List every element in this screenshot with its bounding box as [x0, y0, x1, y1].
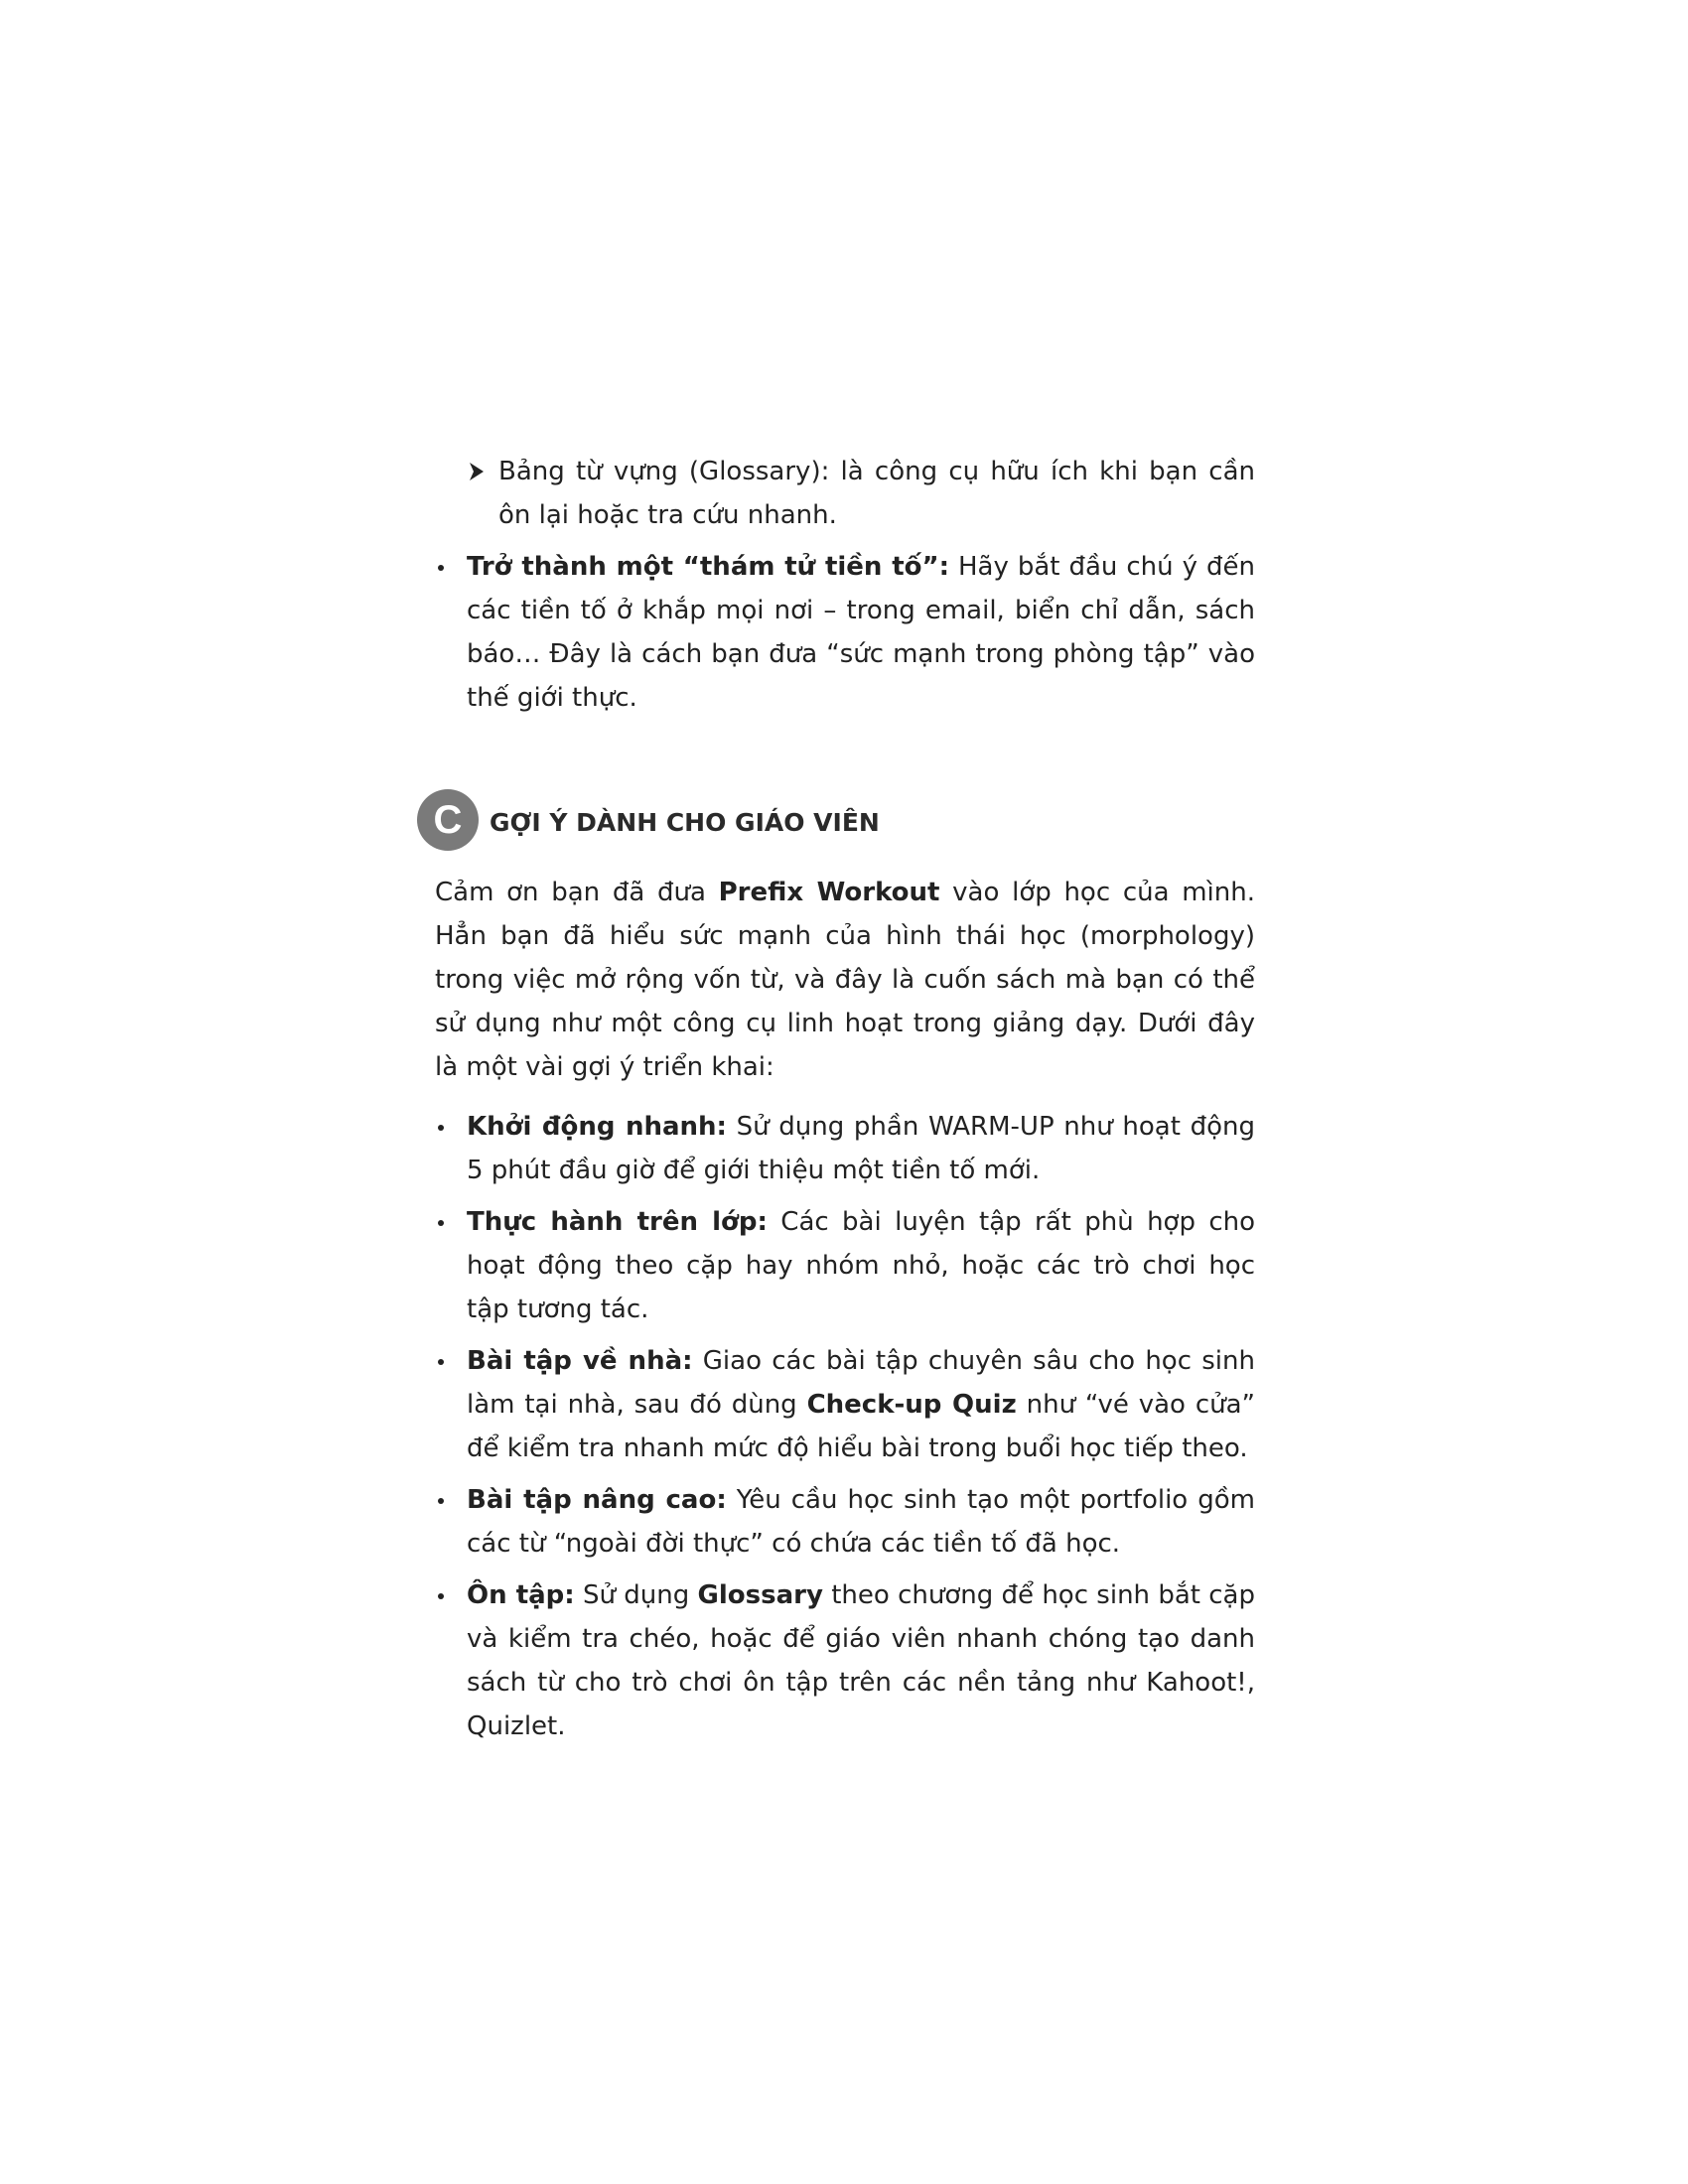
intro-text-2: vào lớp học của mình. Hẳn bạn đã hiểu sức mạnh của hình thái học (morphology) trong việc mở rộng vốn từ, và đây là cuốn sách mà bạn có thể sử dụng như một công cụ linh hoạt trong giảng dạy. Dưới đây là một vài gợi ý triển khai:: [435, 878, 1256, 1082]
list-item-prefix-detective: [435, 545, 1255, 720]
list-item-quick-start: [435, 1105, 1255, 1192]
list-item-lead: Bài tập nâng cao:: [467, 1485, 727, 1515]
list-item-lead: Khởi động nhanh:: [467, 1112, 727, 1142]
list-item-text: Sử dụng: [574, 1580, 698, 1610]
bullet-dot-icon: [438, 1125, 444, 1131]
section-letter-badge: C: [417, 789, 479, 851]
list-item-lead: Bài tập về nhà:: [467, 1346, 693, 1376]
list-item-bold-term: Glossary: [697, 1580, 823, 1610]
list-item-lead: Trở thành một “thám tử tiền tố”:: [467, 552, 949, 582]
list-item-homework: [435, 1339, 1255, 1470]
list-item-class-practice: [435, 1200, 1255, 1331]
bullet-dot-icon: [438, 565, 444, 571]
intro-book-title: Prefix Workout: [718, 878, 940, 907]
bullet-dot-icon: [438, 1359, 444, 1365]
list-item-bold-term: Check-up Quiz: [806, 1390, 1017, 1420]
bullet-dot-icon: [438, 1593, 444, 1599]
text-column: [435, 450, 1255, 1756]
section-c-heading: [417, 789, 1255, 851]
list-item-advanced: [435, 1478, 1255, 1566]
intro-text-1: Cảm ơn bạn đã đưa: [435, 878, 719, 907]
bullet-dot-icon: [438, 1498, 444, 1504]
list-item-text: Hãy bắt đầu chú ý đến các tiền tố ở khắp mọi nơi – trong email, biển chỉ dẫn, sách báo… Đây là cách bạn đưa “sức mạnh trong phòng tập” vào thế giới thực.: [467, 552, 1255, 713]
bullet-dot-icon: [438, 1220, 444, 1226]
list-item-text: theo chương để học sinh bắt cặp và kiểm tra chéo, hoặc để giáo viên nhanh chóng tạo danh sách từ cho trò chơi ôn tập trên các nền tảng như Kahoot!, Quizlet.: [467, 1580, 1255, 1741]
sub-list-item-glossary: [435, 450, 1255, 537]
list-item-text: Sử dụng phần WARM-UP như hoạt động 5 phút đầu giờ để giới thiệu một tiền tố mới.: [467, 1112, 1255, 1185]
section-title: GỢI Ý DÀNH CHO GIÁO VIÊN: [490, 808, 880, 837]
list-item-lead: Ôn tập:: [467, 1580, 575, 1610]
list-item-text: Giao các bài tập chuyên sâu cho học sinh làm tại nhà, sau đó dùng: [467, 1346, 1255, 1420]
list-item-text: Các bài luyện tập rất phù hợp cho hoạt động theo cặp hay nhóm nhỏ, hoặc các trò chơi học tập tương tác.: [467, 1207, 1256, 1324]
list-item-lead: Thực hành trên lớp:: [467, 1207, 768, 1237]
list-item-text: như “vé vào cửa” để kiểm tra nhanh mức độ hiểu bài trong buổi học tiếp theo.: [467, 1390, 1255, 1463]
list-item-text: Yêu cầu học sinh tạo một portfolio gồm các từ “ngoài đời thực” có chứa các tiền tố đã học.: [467, 1485, 1255, 1559]
list-item-review: [435, 1573, 1255, 1748]
sub-list-item-text: Bảng từ vựng (Glossary): là công cụ hữu ích khi bạn cần ôn lại hoặc tra cứu nhanh.: [498, 457, 1255, 530]
section-intro-paragraph: [435, 871, 1255, 1089]
arrowhead-bullet-icon: [466, 450, 490, 493]
